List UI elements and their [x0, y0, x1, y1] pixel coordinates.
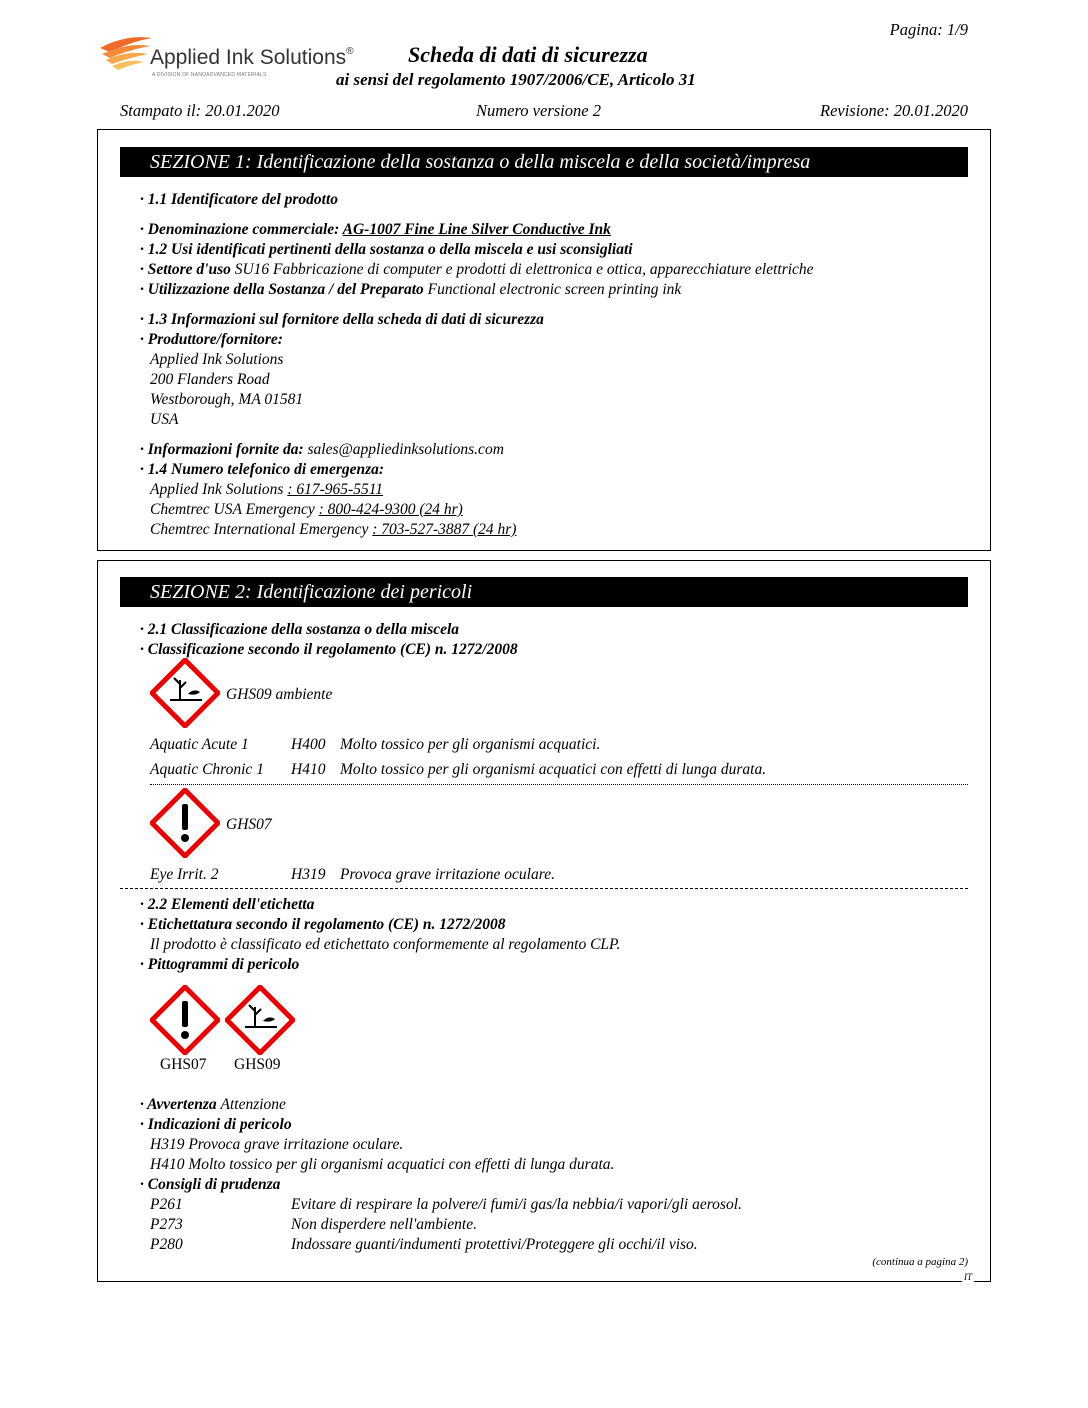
class-1-code: H400 — [291, 736, 326, 753]
pictogram-ghs07-exclamation-icon — [150, 985, 220, 1055]
ghs07-exclamation-icon — [150, 788, 220, 858]
sector-of-use: · Settore d'uso SU16 Fabbricazione di computer e prodotti di elettronica e ottica, apparecchiature elettriche — [140, 261, 814, 278]
divider-dotted — [150, 784, 968, 785]
emergency-phone-heading: · 1.4 Numero telefonico di emergenza: — [140, 461, 385, 478]
document-title: Scheda di dati di sicurezza — [408, 42, 648, 67]
section-1-heading: SEZIONE 1: Identificazione della sostanza o della miscela e della società/impresa — [120, 147, 968, 177]
precaution-2-code: P273 — [150, 1216, 183, 1233]
revision-date: Revisione: 20.01.2020 — [819, 101, 968, 120]
printed-date: Stampato il: 20.01.2020 — [120, 101, 280, 120]
classification-heading: · 2.1 Classificazione della sostanza o della miscela — [140, 621, 460, 638]
trade-name: · Denominazione commerciale: AG-1007 Fine Line Silver Conductive Ink — [140, 221, 611, 238]
hazard-statement-1: H319 Provoca grave irritazione oculare. — [150, 1136, 404, 1153]
continued-note: (continua a pagina 2) — [872, 1256, 968, 1268]
emergency-line-3: Chemtrec International Emergency : 703-527-3887 (24 hr) — [150, 521, 517, 538]
labelling-regulation: · Etichettatura secondo il regolamento (CE) n. 1272/2008 — [140, 916, 506, 933]
signal-word: · Avvertenza Attenzione — [140, 1096, 286, 1113]
manufacturer-label: · Produttore/fornitore: — [140, 331, 283, 348]
phone-3[interactable]: : 703-527-3887 (24 hr) — [372, 521, 517, 538]
class-1-category: Aquatic Acute 1 — [150, 736, 249, 753]
pictogram-label-2: GHS09 — [234, 1056, 281, 1073]
class-3-code: H319 — [291, 866, 326, 883]
class-3-category: Eye Irrit. 2 — [150, 866, 219, 883]
identified-uses: · 1.2 Usi identificati pertinenti della sostanza o della miscela e usi sconsigliati — [140, 241, 633, 258]
page-number: Pagina: 1/9 — [889, 20, 968, 39]
pictogram-label-1: GHS07 — [160, 1056, 207, 1073]
class-2-statement: Molto tossico per gli organismi acquatici con effetti di lunga durata. — [340, 761, 767, 778]
wing-logo-icon — [98, 34, 158, 74]
product-identifier: · 1.1 Identificatore del prodotto — [140, 191, 339, 208]
hazard-statements-heading: · Indicazioni di pericolo — [140, 1116, 292, 1133]
divider-dashed — [120, 888, 968, 889]
section-2-heading: SEZIONE 2: Identificazione dei pericoli — [120, 577, 968, 607]
emergency-line-2: Chemtrec USA Emergency : 800-424-9300 (24 hr) — [150, 501, 463, 518]
hazard-statement-2: H410 Molto tossico per gli organismi acquatici con effetti di lunga durata. — [150, 1156, 615, 1173]
clp-statement: Il prodotto è classificato ed etichettato conformemente al regolamento CLP. — [150, 936, 621, 953]
version-number: Numero versione 2 — [476, 101, 601, 120]
pictogram-ghs09-environment-icon — [225, 985, 295, 1055]
precaution-3-code: P280 — [150, 1236, 183, 1253]
class-1-statement: Molto tossico per gli organismi acquatici. — [340, 736, 601, 753]
contact-email[interactable]: sales@appliedinksolutions.com — [307, 441, 504, 458]
logo-tagline: A DIVISION OF NANOADVANCED MATERIALS — [152, 72, 267, 78]
document-subtitle: ai sensi del regolamento 1907/2006/CE, Articolo 31 — [336, 70, 696, 89]
ghs07-label: GHS07 — [226, 816, 272, 833]
ghs09-environment-icon — [150, 658, 220, 728]
precaution-3-text: Indossare guanti/indumenti protettivi/Proteggere gli occhi/il viso. — [291, 1236, 698, 1253]
class-2-category: Aquatic Chronic 1 — [150, 761, 264, 778]
precaution-2-text: Non disperdere nell'ambiente. — [291, 1216, 477, 1233]
address-line-4: USA — [150, 411, 179, 428]
class-3-statement: Provoca grave irritazione oculare. — [340, 866, 555, 883]
class-2-code: H410 — [291, 761, 326, 778]
phone-2[interactable]: : 800-424-9300 (24 hr) — [318, 501, 463, 518]
precautionary-heading: · Consigli di prudenza — [140, 1176, 281, 1193]
phone-1[interactable]: : 617-965-5511 — [287, 481, 384, 498]
ghs09-label: GHS09 ambiente — [226, 686, 333, 703]
address-line-2: 200 Flanders Road — [150, 371, 270, 388]
pictograms-heading: · Pittogrammi di pericolo — [140, 956, 300, 973]
emergency-line-1: Applied Ink Solutions : 617-965-5511 — [150, 481, 384, 498]
label-elements-heading: · 2.2 Elementi dell'etichetta — [140, 896, 315, 913]
use-of-substance: · Utilizzazione della Sostanza / del Preparato Functional electronic screen printing ink — [140, 281, 682, 298]
precaution-1-code: P261 — [150, 1196, 183, 1213]
logo-registered: ® — [346, 46, 354, 57]
address-line-1: Applied Ink Solutions — [150, 351, 284, 368]
classification-regulation: · Classificazione secondo il regolamento (CE) n. 1272/2008 — [140, 641, 518, 658]
logo-name: Applied Ink Solutions — [150, 46, 347, 69]
product-name: AG-1007 Fine Line Silver Conductive Ink — [342, 221, 611, 238]
info-provided-by: · Informazioni fornite da: sales@appliedinksolutions.com — [140, 441, 504, 458]
supplier-info-heading: · 1.3 Informazioni sul fornitore della scheda di dati di sicurezza — [140, 311, 544, 328]
company-logo — [98, 34, 358, 84]
language-code: IT — [964, 1272, 973, 1282]
precaution-1-text: Evitare di respirare la polvere/i fumi/i gas/la nebbia/i vapori/gli aerosol. — [291, 1196, 742, 1213]
address-line-3: Westborough, MA 01581 — [150, 391, 304, 408]
